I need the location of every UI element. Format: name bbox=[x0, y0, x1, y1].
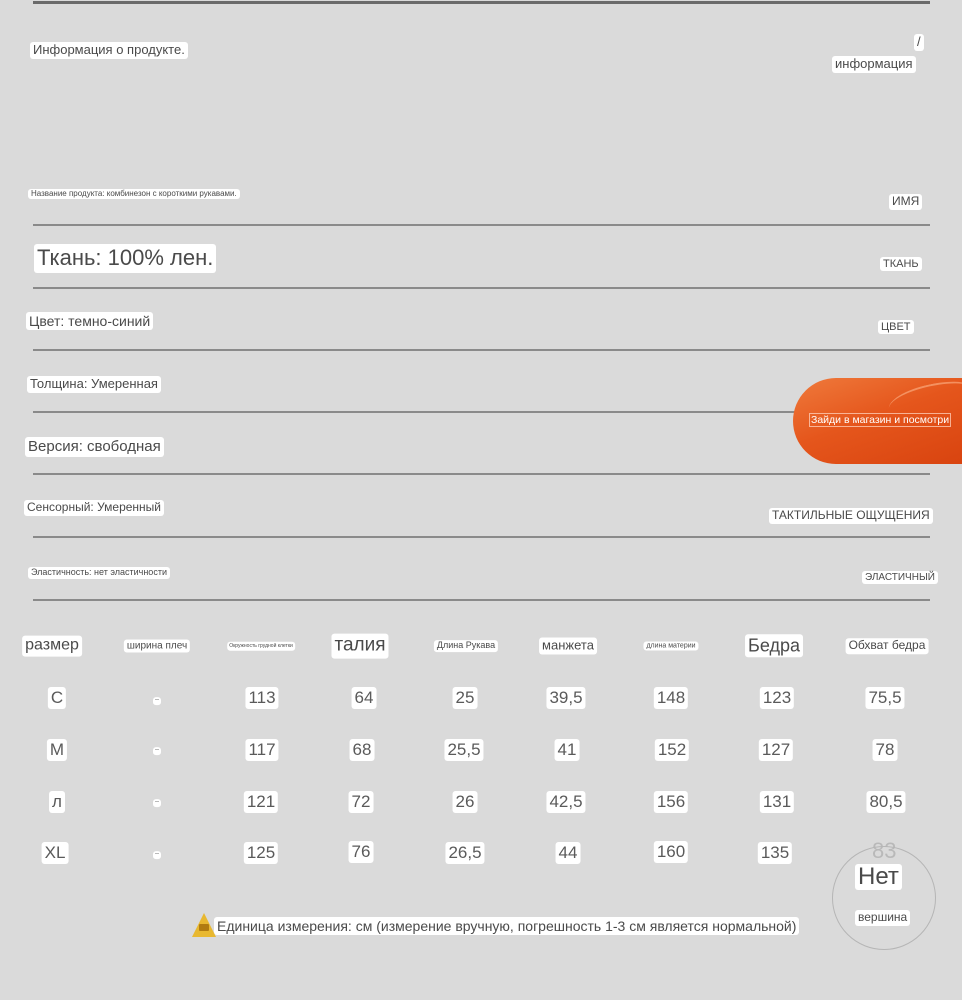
chest-header: Окружность грудной клетки bbox=[229, 642, 293, 649]
no-top-badge bbox=[832, 846, 936, 950]
color-text: Цвет: темно-синий bbox=[26, 312, 153, 330]
sleeve-cell: 25 bbox=[453, 687, 478, 709]
size-cell: XL bbox=[42, 842, 69, 864]
hip-girth-cell: 78 bbox=[873, 739, 898, 761]
product-name-text: Название продукта: комбинезон с короткими рукавами. bbox=[28, 189, 240, 199]
shoulder-cell: -- bbox=[155, 747, 159, 754]
waist-header: талия bbox=[331, 634, 388, 659]
hips-cell: 131 bbox=[760, 791, 794, 813]
hip-girth-cell: 80,5 bbox=[866, 791, 905, 813]
fabric-tag: ТКАНЬ bbox=[880, 257, 922, 271]
shoulder-cell: -- bbox=[155, 697, 159, 704]
chest-cell: 113 bbox=[245, 687, 278, 709]
cuff-cell: 41 bbox=[555, 739, 580, 761]
shoulder-cell: -- bbox=[155, 851, 159, 858]
divider bbox=[33, 599, 930, 601]
cuff-header: манжета bbox=[539, 638, 597, 655]
divider bbox=[33, 224, 930, 226]
length-cell: 152 bbox=[655, 739, 689, 761]
shop-button[interactable] bbox=[793, 378, 962, 464]
product-name-tag: ИМЯ bbox=[889, 194, 922, 210]
thickness-text: Толщина: Умеренная bbox=[27, 376, 161, 393]
top-rule bbox=[33, 1, 930, 4]
no-top-badge-main: Нет bbox=[855, 864, 902, 890]
waist-cell: 64 bbox=[352, 687, 377, 709]
sleeve-cell: 26,5 bbox=[445, 842, 484, 864]
header-slash: / bbox=[914, 34, 924, 51]
hips-cell: 135 bbox=[758, 842, 792, 864]
waist-cell: 68 bbox=[350, 739, 375, 761]
length-cell: 160 bbox=[654, 841, 688, 863]
divider bbox=[33, 536, 930, 538]
length-header: длина материи bbox=[643, 641, 698, 650]
hips-cell: 123 bbox=[760, 687, 794, 709]
length-cell: 156 bbox=[654, 791, 688, 813]
measurement-footnote: Единица измерения: см (измерение вручную, погрешность 1-3 см является нормальной) bbox=[214, 917, 799, 935]
hip-girth-header: Обхват бедра bbox=[846, 638, 929, 654]
divider bbox=[33, 349, 930, 351]
shoulder-header: ширина плеч bbox=[124, 640, 190, 653]
no-top-badge-sub: вершина bbox=[855, 910, 910, 926]
elasticity-text: Эластичность: нет эластичности bbox=[28, 567, 170, 579]
chest-cell: 121 bbox=[244, 791, 278, 813]
elasticity-tag: ЭЛАСТИЧНЫЙ bbox=[862, 571, 938, 584]
hip-girth-cell: 83 bbox=[872, 838, 897, 863]
chest-cell: 125 bbox=[244, 842, 278, 864]
divider bbox=[33, 473, 930, 475]
size-header: размер bbox=[22, 636, 82, 657]
size-cell: л bbox=[49, 791, 65, 813]
shop-button-label: Зайди в магазин и посмотри bbox=[811, 414, 950, 426]
shoulder-cell: -- bbox=[155, 799, 159, 806]
warning-icon-mark bbox=[199, 924, 209, 931]
touch-tag: ТАКТИЛЬНЫЕ ОЩУЩЕНИЯ bbox=[769, 508, 933, 524]
sleeve-length-header: Длина Рукава bbox=[434, 640, 498, 652]
size-cell: С bbox=[48, 687, 66, 709]
hips-header: Бедра bbox=[745, 634, 803, 657]
touch-text: Сенсорный: Умеренный bbox=[24, 500, 164, 516]
waist-cell: 76 bbox=[349, 841, 374, 863]
fabric-text: Ткань: 100% лен. bbox=[34, 244, 216, 273]
color-tag: ЦВЕТ bbox=[878, 320, 914, 334]
divider bbox=[33, 287, 930, 289]
page-title: Информация о продукте. bbox=[30, 42, 188, 59]
version-text: Версия: свободная bbox=[25, 437, 164, 457]
chest-cell: 117 bbox=[245, 739, 278, 761]
cuff-cell: 44 bbox=[556, 842, 581, 864]
sleeve-cell: 26 bbox=[453, 791, 478, 813]
waist-cell: 72 bbox=[349, 791, 374, 813]
size-cell: М bbox=[47, 739, 67, 761]
sleeve-cell: 25,5 bbox=[444, 739, 483, 761]
hip-girth-cell: 75,5 bbox=[865, 687, 904, 709]
hips-cell: 127 bbox=[759, 739, 793, 761]
cuff-cell: 42,5 bbox=[546, 791, 585, 813]
header-right-label: информация bbox=[832, 56, 916, 73]
length-cell: 148 bbox=[654, 687, 688, 709]
cuff-cell: 39,5 bbox=[546, 687, 585, 709]
